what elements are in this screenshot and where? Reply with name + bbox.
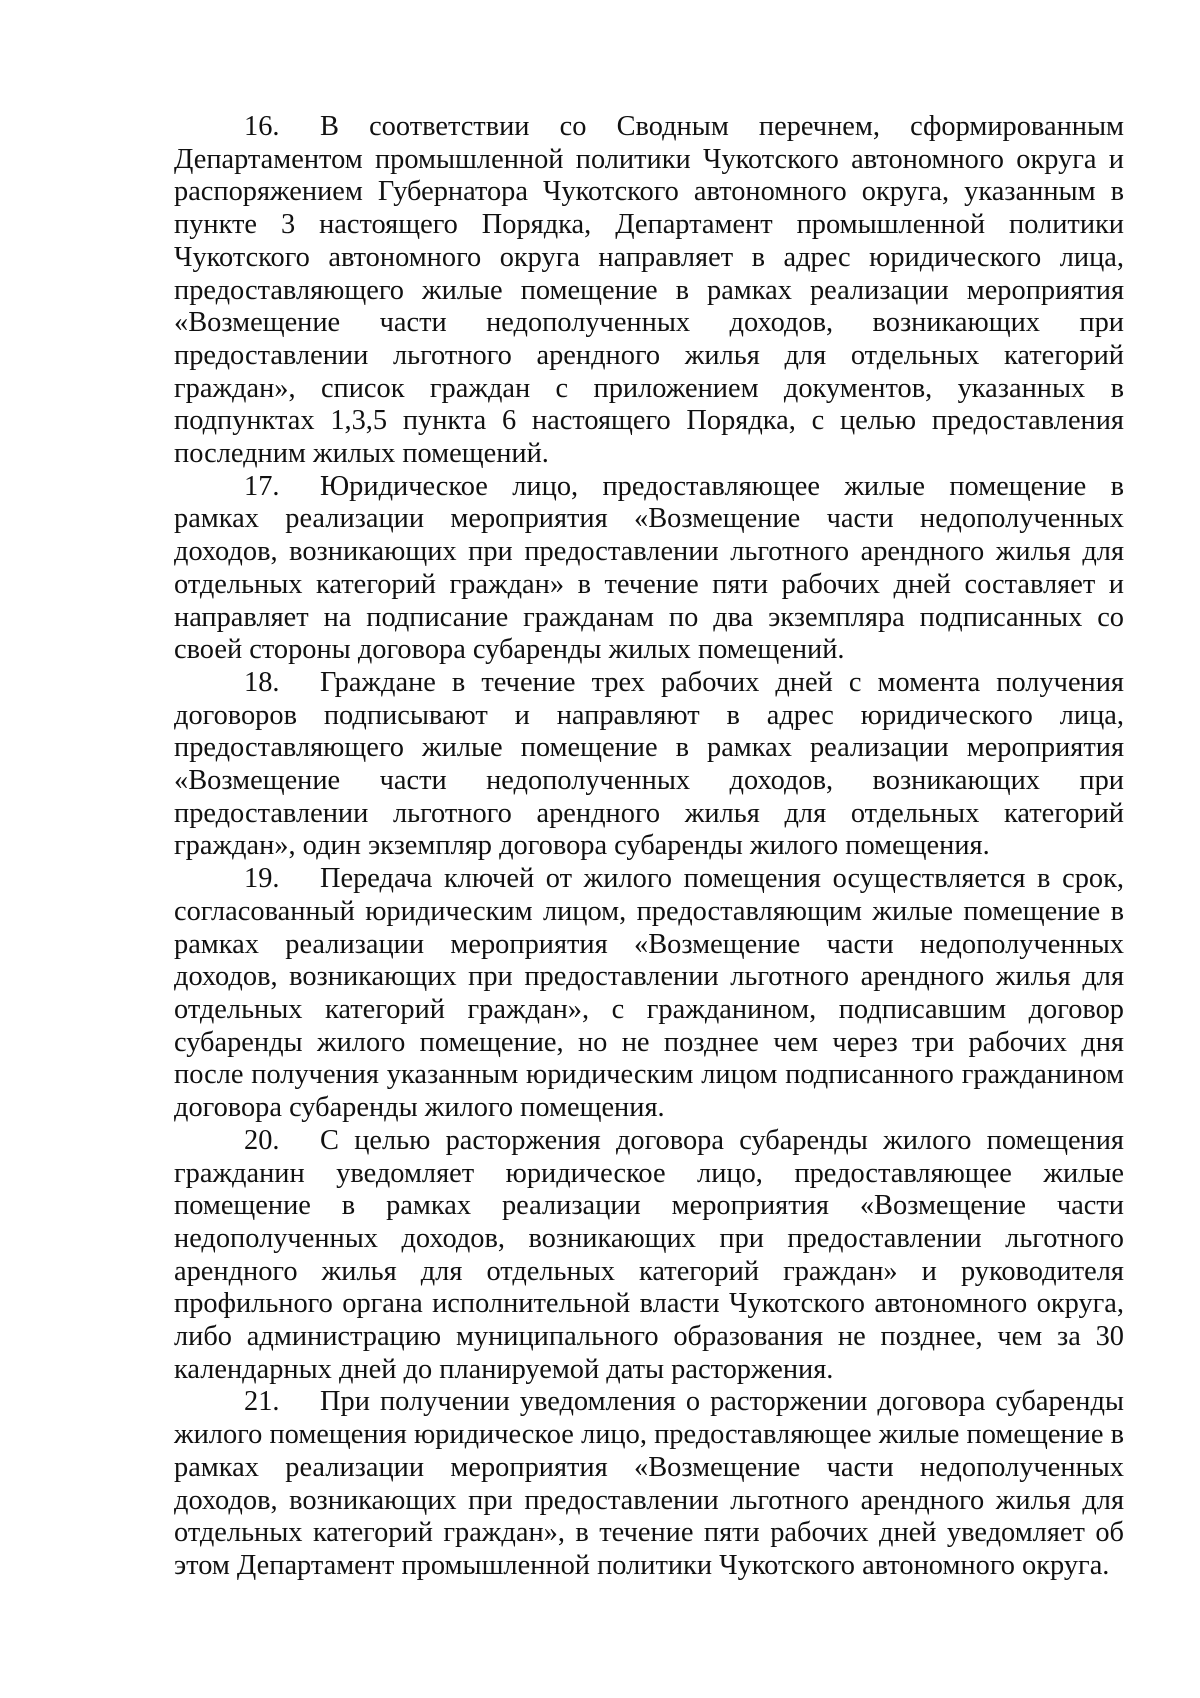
paragraph-number: 21.: [244, 1386, 280, 1418]
paragraph-21: [174, 1386, 1124, 1582]
paragraph-20: [174, 1125, 1124, 1387]
paragraph-text: В соответствии со Сводным перечнем, сформированным Департаментом промышленной политики Чукотского автономного округа и распоряжением Губернатора Чукотского автономного округа, указанным в пункте 3 настоящего Порядка, Департамент промышленной политики Чукотского автономного округа направляет в адрес юридического лица, предоставляющего жилые помещение в рамках реализации мероприятия «Возмещение части недополученных доходов, возникающих при предоставлении льготного арендного жилья для отдельных категорий граждан», список граждан с приложением документов, указанных в подпунктах 1,3,5 пункта 6 настоящего Порядка, с целью предоставления последним жилых помещений.: [174, 111, 1124, 470]
paragraph-text: Граждане в течение трех рабочих дней с момента получения договоров подписывают и направляют в адрес юридического лица, предоставляющего жилые помещение в рамках реализации мероприятия «Возмещение части недополученных доходов, возникающих при предоставлении льготного арендного жилья для отдельных категорий граждан», один экземпляр договора субаренды жилого помещения.: [174, 666, 1124, 862]
paragraph-text: Передача ключей от жилого помещения осуществляется в срок, согласованный юридическим лицом, предоставляющим жилые помещение в рамках реализации мероприятия «Возмещение части недополученных доходов, возникающих при предоставлении льготного арендного жилья для отдельных категорий граждан», с гражданином, подписавшим договор субаренды жилого помещение, но не позднее чем через три рабочих дня после получения указанным юридическим лицом подписанного гражданином договора субаренды жилого помещения.: [174, 863, 1124, 1124]
paragraph-number: 20.: [244, 1124, 280, 1156]
paragraph-text: Юридическое лицо, предоставляющее жилые помещение в рамках реализации мероприятия «Возмещение части недополученных доходов, возникающих при предоставлении льготного арендного жилья для отдельных категорий граждан» в течение пяти рабочих дней составляет и направляет на подписание гражданам по два экземпляра подписанных со своей стороны договора субаренды жилых помещений.: [174, 470, 1124, 666]
paragraph-19: [174, 863, 1124, 1125]
paragraph-text: При получении уведомления о расторжении договора субаренды жилого помещения юридическое лицо, предоставляющее жилые помещение в рамках реализации мероприятия «Возмещение части недополученных доходов, возникающих при предоставлении льготного арендного жилья для отдельных категорий граждан», в течение пяти рабочих дней уведомляет об этом Департамент промышленной политики Чукотского автономного округа.: [174, 1386, 1124, 1581]
paragraph-18: [174, 667, 1124, 863]
paragraph-number: 19.: [244, 863, 280, 895]
paragraph-number: 18.: [244, 666, 280, 698]
paragraph-17: [174, 471, 1124, 667]
paragraph-text: С целью расторжения договора субаренды жилого помещения гражданин уведомляет юридическое лицо, предоставляющее жилые помещение в рамках реализации мероприятия «Возмещение части недополученных доходов, возникающих при предоставлении льготного арендного жилья для отдельных категорий граждан» и руководителя профильного органа исполнительной власти Чукотского автономного округа, либо администрацию муниципального образования не позднее, чем за 30 календарных дней до планируемой даты расторжения.: [174, 1124, 1124, 1385]
document-page: [174, 111, 1124, 1583]
paragraph-16: [174, 111, 1124, 471]
paragraph-number: 17.: [244, 470, 280, 502]
paragraph-number: 16.: [244, 111, 280, 142]
